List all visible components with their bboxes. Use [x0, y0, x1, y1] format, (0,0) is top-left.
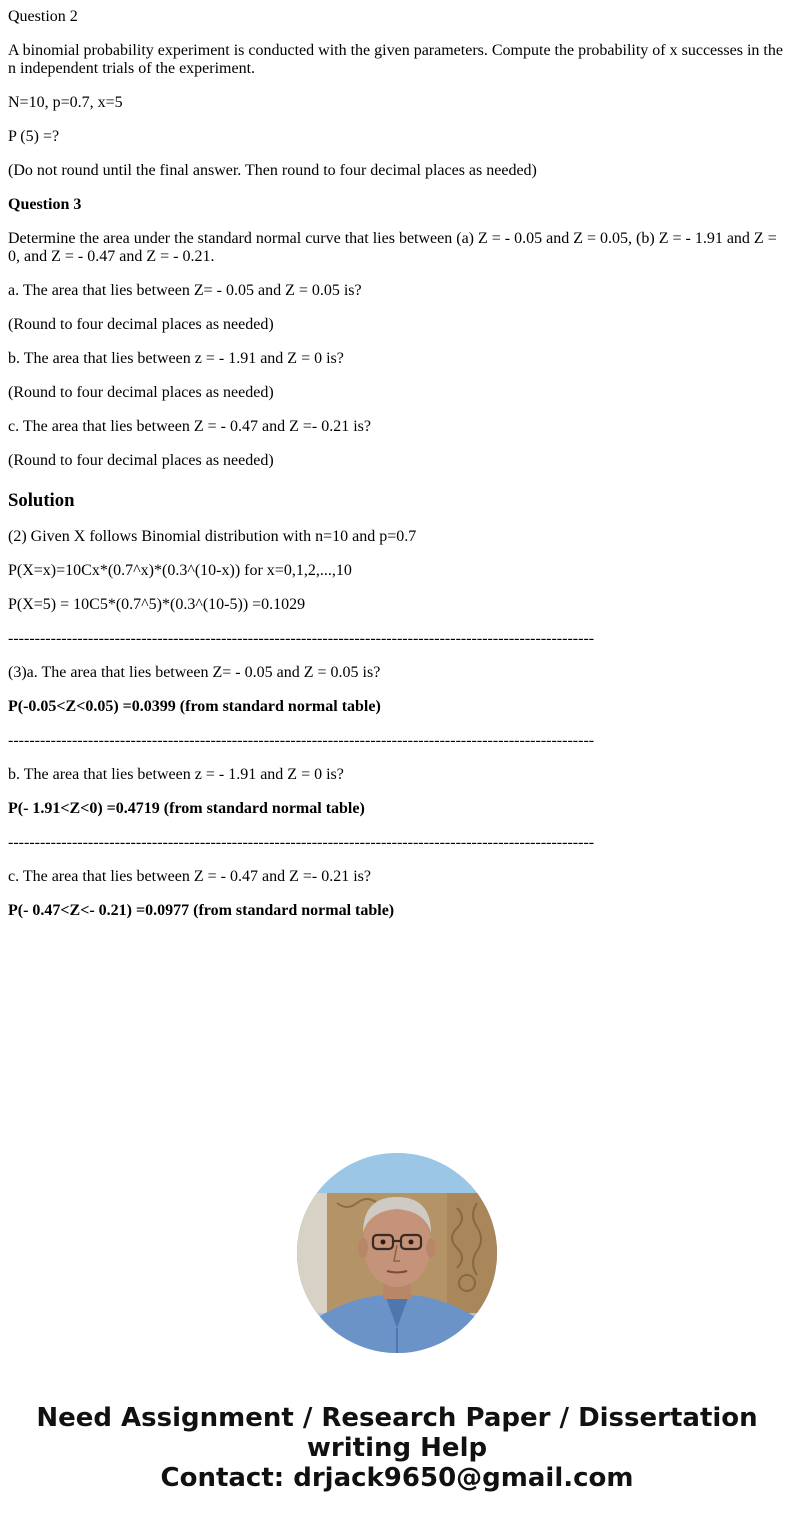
solution-part-a-question: (3)a. The area that lies between Z= - 0.05 and Z = 0.05 is? [8, 664, 381, 681]
question3-body: Determine the area under the standard normal curve that lies between (a) Z = - 0.05 and Z = 0.05, (b) Z = - 1.91 and Z = 0, and Z = - 0.47 and Z = - 0.21. [8, 230, 777, 265]
solution-line-1: (2) Given X follows Binomial distribution with n=10 and p=0.7 [8, 528, 417, 545]
solution-heading: Solution [8, 490, 75, 511]
question2-heading: Question 2 [8, 8, 78, 25]
question2-note: (Do not round until the final answer. Then round to four decimal places as needed) [8, 162, 537, 179]
solution-part-c-question: c. The area that lies between Z = - 0.47 and Z =- 0.21 is? [8, 868, 371, 885]
solution-line-2: P(X=x)=10Cx*(0.7^x)*(0.3^(10-x)) for x=0,1,2,...,10 [8, 562, 352, 579]
question3-part-c-note: (Round to four decimal places as needed) [8, 452, 274, 469]
question3-heading: Question 3 [8, 196, 82, 213]
question2-body: A binomial probability experiment is conducted with the given parameters. Compute the probability of x successes in the n independent trials of the experiment. [8, 42, 783, 77]
question2-ask: P (5) =? [8, 128, 60, 145]
solution-part-c-answer: P(- 0.47<Z<- 0.21) =0.0977 (from standard normal table) [8, 902, 395, 919]
solution-line-3: P(X=5) = 10C5*(0.7^5)*(0.3^(10-5)) =0.1029 [8, 596, 306, 613]
author-photo [297, 1153, 497, 1353]
question3-part-a: a. The area that lies between Z= - 0.05 and Z = 0.05 is? [8, 282, 362, 299]
question3-part-c: c. The area that lies between Z = - 0.47 and Z =- 0.21 is? [8, 418, 371, 435]
solution-part-a-answer: P(-0.05<Z<0.05) =0.0399 (from standard normal table) [8, 698, 381, 715]
promo-banner [0, 1403, 794, 1493]
solution-part-b-answer: P(- 1.91<Z<0) =0.4719 (from standard normal table) [8, 800, 365, 817]
divider: -------------------------------------------------------------------------------------------------------------- [8, 834, 595, 851]
divider: -------------------------------------------------------------------------------------------------------------- [8, 630, 595, 647]
question3-part-a-note: (Round to four decimal places as needed) [8, 316, 274, 333]
promo-line-2: writing Help [306, 1433, 488, 1463]
promo-contact: Contact: drjack9650@gmail.com [160, 1463, 634, 1493]
document-body [8, 8, 786, 936]
promo-line-1: Need Assignment / Research Paper / Dissertation [36, 1403, 758, 1433]
question3-part-b: b. The area that lies between z = - 1.91 and Z = 0 is? [8, 350, 344, 367]
divider: -------------------------------------------------------------------------------------------------------------- [8, 732, 595, 749]
solution-part-b-question: b. The area that lies between z = - 1.91 and Z = 0 is? [8, 766, 344, 783]
question3-part-b-note: (Round to four decimal places as needed) [8, 384, 274, 401]
question2-params: N=10, p=0.7, x=5 [8, 94, 123, 111]
